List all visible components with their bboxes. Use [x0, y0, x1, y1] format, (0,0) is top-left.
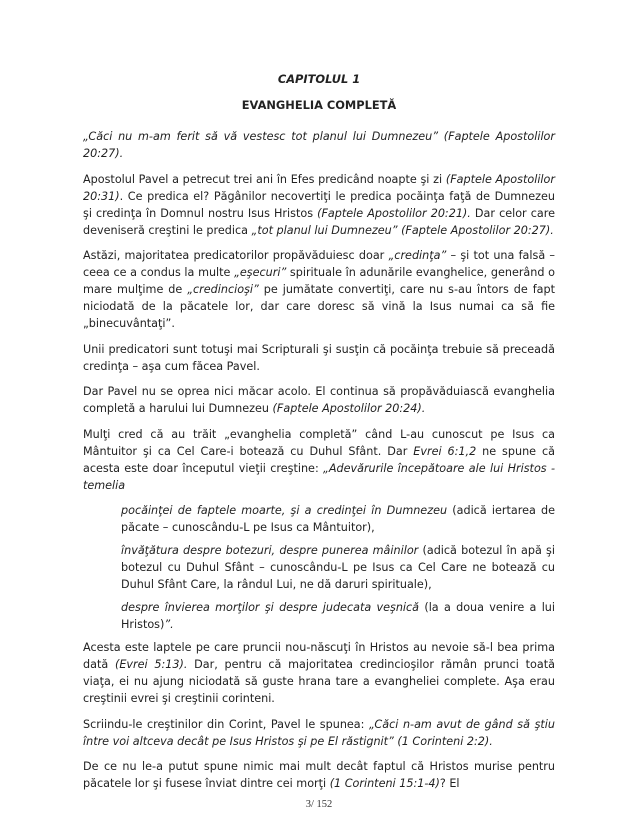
- text-segment: Mulţi cred că au trăit „evanghelia completă” când L-au cunoscut pe Isus ca Mântuitor şi ca Cel Care-i botează cu Duhul Sfânt. Dar: [83, 427, 555, 458]
- paragraph: [83, 639, 555, 707]
- italic-text-segment: „Adevărurile începătoare ale lui Hristos - temelia: [83, 461, 555, 492]
- text-segment: Dar Pavel nu se oprea nici măcar acolo. El continua să propăvăduiască evanghelia completă a harului lui Dumnezeu: [83, 385, 555, 415]
- paragraph: [83, 341, 555, 375]
- indented-item: [121, 542, 555, 593]
- text-segment: Scriindu-le creştinilor din Corint, Pavel le spunea:: [83, 717, 370, 731]
- body-text: [83, 128, 555, 801]
- italic-text-segment: despre învierea morţilor şi despre judecata veşnică: [121, 601, 420, 614]
- text-segment: ? El: [439, 777, 460, 790]
- italic-text-segment: „Căci nu m-am ferit să vă vestesc tot planul lui Dumnezeu” (Faptele Apostolilor 20:27).: [83, 130, 555, 160]
- italic-text-segment: „credincioşi”: [187, 283, 259, 296]
- text-segment: (adică iertarea de păcate – cunoscându-L pe Isus ca Mântuitor),: [121, 504, 556, 534]
- indented-item: [121, 502, 555, 536]
- chapter-heading: CAPITOLUL 1: [277, 72, 361, 86]
- paragraph: [83, 128, 555, 162]
- italic-text-segment: (Faptele Apostolilor 20:24).: [272, 402, 426, 415]
- text-segment: Acesta este laptele pe care pruncii nou-născuţi în Hristos au nevoie să-l bea prima dată: [83, 641, 555, 671]
- text-segment: – şi tot una falsă – ceea ce a condus la multe: [83, 249, 556, 279]
- text-segment: Dar celor care deveniseră creştini le predica: [83, 206, 555, 237]
- paragraph: [83, 426, 555, 494]
- italic-text-segment: „Căci n-am avut de gând să ştiu între voi altceva decât pe Isus Hristos şi pe El răstignit” (1 Corinteni 2:2).: [83, 717, 555, 748]
- text-segment: Astăzi, majoritatea predicatorilor propăvăduiesc doar: [83, 249, 389, 262]
- text-segment: (adică botezul în apă şi botezul cu Duhul Sfânt – cunoscându-L pe Isus ca Cel Care ne botează cu Duhul Sfânt Care, la rândul Lui, ne dă daruri spirituale),: [121, 544, 555, 591]
- page-number: 3/ 152: [305, 799, 333, 810]
- text-segment: . Ce predica el? Păgânilor necovertiţi le predica pocăinţa faţă de Dumnezeu şi credinţa în Domnul nostru Isus Hristos: [83, 189, 555, 220]
- italic-text-segment: „eşecuri”: [234, 266, 287, 279]
- chapter-title: EVANGHELIA COMPLETĂ: [241, 98, 397, 112]
- paragraph: [83, 716, 555, 750]
- paragraph: [83, 247, 555, 332]
- indented-item: [121, 599, 555, 633]
- italic-text-segment: (Evrei 5:13).: [114, 658, 188, 671]
- text-segment: Dar, pentru că majoritatea credincioşilor rămân prunci toată viaţa, ei nu ajung niciodată să guste hrana tare a evangheliei complete. Aşa erau creştinii evrei şi creştinii corinteni.: [83, 658, 555, 705]
- text-segment: ne spune că acesta este doar începutul vieţii creştine:: [83, 444, 555, 475]
- paragraph: [83, 758, 555, 792]
- italic-text-segment: Evrei 6:1,2: [413, 444, 477, 458]
- italic-text-segment: (Faptele Apostolilor 20:31): [83, 172, 555, 203]
- paragraph: [83, 171, 555, 239]
- italic-text-segment: „credinţa”: [388, 249, 447, 262]
- italic-text-segment: învăţătura despre botezuri, despre punerea mâinilor: [121, 544, 419, 557]
- text-segment: spirituale în adunările evanghelice, generând o mare mulţime de: [83, 266, 555, 296]
- italic-text-segment: „tot planul lui Dumnezeu” (Faptele Apostolilor 20:27).: [251, 223, 554, 237]
- text-segment: (la a doua venire a lui Hristos): [121, 601, 555, 631]
- paragraph: [83, 383, 555, 417]
- text-segment: Unii predicatori sunt totuşi mai Scripturali şi susţin că pocăinţa trebuie să preceadă credinţa – aşa cum făcea Pavel.: [83, 342, 555, 373]
- italic-text-segment: ”.: [164, 618, 174, 631]
- italic-text-segment: (Faptele Apostolilor 20:21).: [317, 206, 471, 220]
- italic-text-segment: (1 Corinteni 15:1-4): [329, 777, 440, 790]
- text-segment: pe jumătate convertiţi, care nu s-au întors de fapt niciodată de la păcatele lor, dar care doresc să vină la Isus numai ca să fie „binecuvântaţi”.: [83, 283, 555, 330]
- text-segment: Apostolul Pavel a petrecut trei ani în Efes predicând noapte şi zi: [83, 172, 446, 186]
- italic-text-segment: pocăinţei de faptele moarte, şi a credinţei în Dumnezeu: [121, 504, 448, 517]
- text-segment: De ce nu le-a putut spune nimic mai mult decât faptul că Hristos murise pentru păcatele lor şi fusese înviat dintre cei morţi: [83, 760, 555, 790]
